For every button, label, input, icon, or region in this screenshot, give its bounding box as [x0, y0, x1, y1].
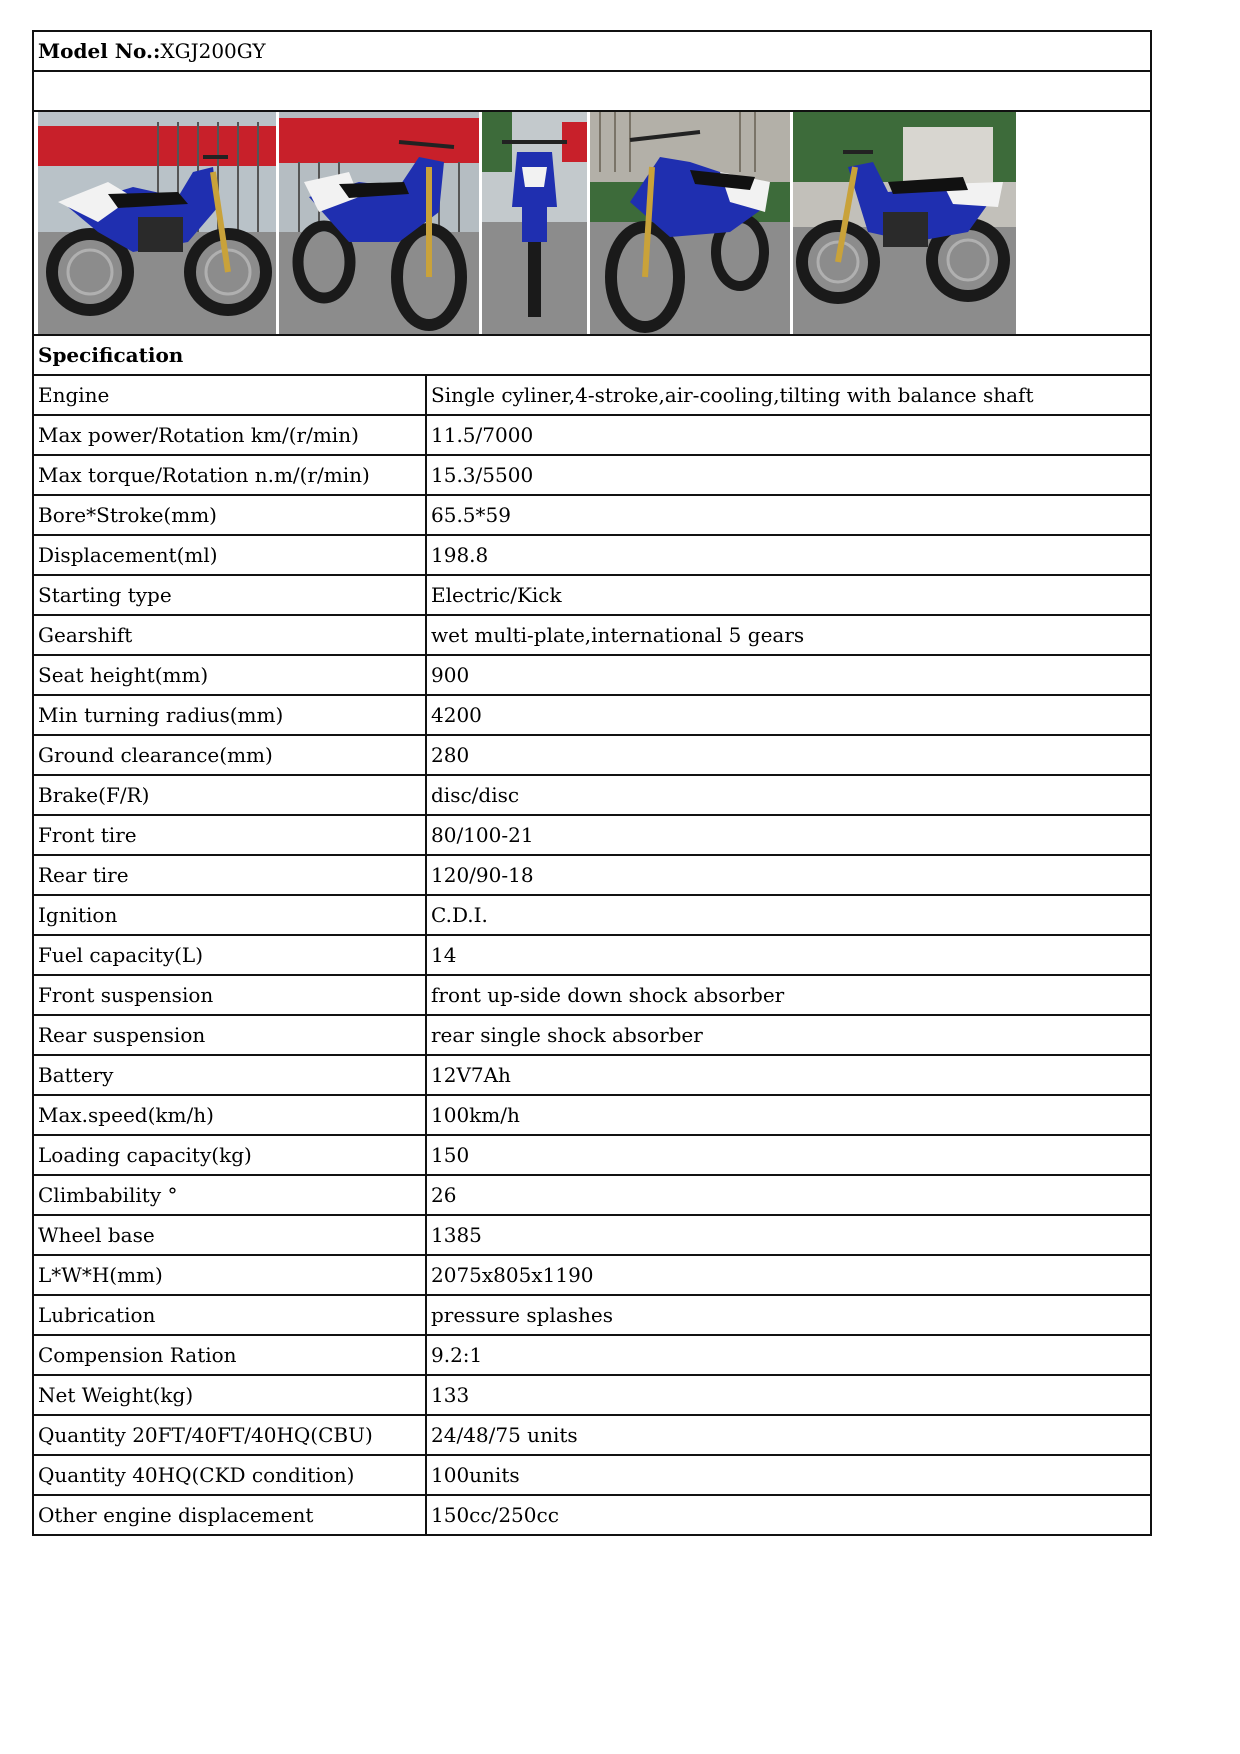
spec-row	[33, 895, 1151, 935]
spec-value: pressure splashes	[426, 1295, 1151, 1335]
motorcycle-photo-front-right	[590, 112, 790, 334]
spec-value: 120/90-18	[426, 855, 1151, 895]
spec-label: Max power/Rotation km/(r/min)	[33, 415, 426, 455]
spec-label: Bore*Stroke(mm)	[33, 495, 426, 535]
motorcycle-photo-right-side	[793, 112, 1016, 334]
spec-label: Seat height(mm)	[33, 655, 426, 695]
motorcycle-side-left-icon	[38, 112, 276, 334]
spec-value: 100units	[426, 1455, 1151, 1495]
spec-label: Ignition	[33, 895, 426, 935]
spec-value: 24/48/75 units	[426, 1415, 1151, 1455]
spec-row	[33, 695, 1151, 735]
spec-value: Electric/Kick	[426, 575, 1151, 615]
spec-label: Wheel base	[33, 1215, 426, 1255]
spec-value: rear single shock absorber	[426, 1015, 1151, 1055]
spec-value: 150cc/250cc	[426, 1495, 1151, 1535]
spec-label: Battery	[33, 1055, 426, 1095]
spec-label: Brake(F/R)	[33, 775, 426, 815]
motorcycle-side-right-icon	[793, 112, 1016, 334]
photo-cell	[33, 111, 1151, 335]
spec-label: Other engine displacement	[33, 1495, 426, 1535]
spec-row	[33, 1255, 1151, 1295]
spec-value: 26	[426, 1175, 1151, 1215]
spec-row	[33, 1335, 1151, 1375]
spec-value: disc/disc	[426, 775, 1151, 815]
spec-value: wet multi-plate,international 5 gears	[426, 615, 1151, 655]
blank-row	[33, 71, 1151, 111]
spec-value: 14	[426, 935, 1151, 975]
spec-value: 900	[426, 655, 1151, 695]
spec-label: Engine	[33, 375, 426, 415]
spec-value: 100km/h	[426, 1095, 1151, 1135]
spec-row	[33, 415, 1151, 455]
spec-value: 15.3/5500	[426, 455, 1151, 495]
motorcycle-photo-front	[482, 112, 587, 334]
spec-label: Gearshift	[33, 615, 426, 655]
spec-row	[33, 1095, 1151, 1135]
spec-label: Rear tire	[33, 855, 426, 895]
spec-row	[33, 935, 1151, 975]
spec-row	[33, 615, 1151, 655]
spec-label: Loading capacity(kg)	[33, 1135, 426, 1175]
spec-value: C.D.I.	[426, 895, 1151, 935]
spec-value: Single cyliner,4-stroke,air-cooling,tilting with balance shaft	[426, 375, 1151, 415]
spec-value: 1385	[426, 1215, 1151, 1255]
spec-label: Net Weight(kg)	[33, 1375, 426, 1415]
spec-label: Lubrication	[33, 1295, 426, 1335]
spec-row	[33, 655, 1151, 695]
spec-label: Quantity 20FT/40FT/40HQ(CBU)	[33, 1415, 426, 1455]
spec-value: front up-side down shock absorber	[426, 975, 1151, 1015]
spec-row	[33, 815, 1151, 855]
spec-row	[33, 1135, 1151, 1175]
motorcycle-photo-front-left	[279, 112, 479, 334]
spec-label: L*W*H(mm)	[33, 1255, 426, 1295]
spec-row	[33, 1375, 1151, 1415]
photo-row	[33, 111, 1151, 335]
spec-label: Min turning radius(mm)	[33, 695, 426, 735]
model-value: XGJ200GY	[160, 39, 266, 63]
spec-row	[33, 535, 1151, 575]
spec-sheet	[32, 30, 1150, 1536]
spec-row	[33, 455, 1151, 495]
spec-row	[33, 375, 1151, 415]
spec-label: Front suspension	[33, 975, 426, 1015]
spec-label: Front tire	[33, 815, 426, 855]
spec-row	[33, 1495, 1151, 1535]
spec-label: Starting type	[33, 575, 426, 615]
spec-label: Quantity 40HQ(CKD condition)	[33, 1455, 426, 1495]
spec-value: 2075x805x1190	[426, 1255, 1151, 1295]
spec-value: 133	[426, 1375, 1151, 1415]
model-label: Model No.:	[38, 39, 161, 63]
spec-label: Displacement(ml)	[33, 535, 426, 575]
spec-value: 11.5/7000	[426, 415, 1151, 455]
spec-label: Ground clearance(mm)	[33, 735, 426, 775]
spec-row	[33, 975, 1151, 1015]
motorcycle-front-icon	[482, 112, 587, 334]
spec-row	[33, 1055, 1151, 1095]
motorcycle-angle-icon	[590, 112, 790, 334]
spec-label: Max.speed(km/h)	[33, 1095, 426, 1135]
spec-value: 280	[426, 735, 1151, 775]
spec-value: 80/100-21	[426, 815, 1151, 855]
spec-label: Rear suspension	[33, 1015, 426, 1055]
spec-row	[33, 775, 1151, 815]
spec-row	[33, 1015, 1151, 1055]
spec-row	[33, 1455, 1151, 1495]
spec-row	[33, 495, 1151, 535]
motorcycle-photo-left-side	[38, 112, 276, 334]
photo-strip	[38, 112, 1146, 334]
spec-row	[33, 1295, 1151, 1335]
spec-label: Climbability °	[33, 1175, 426, 1215]
spec-value: 9.2:1	[426, 1335, 1151, 1375]
spec-value: 150	[426, 1135, 1151, 1175]
blank-cell	[33, 71, 1151, 111]
spec-title: Specification	[33, 335, 1151, 375]
spec-value: 65.5*59	[426, 495, 1151, 535]
spec-table	[32, 30, 1152, 1536]
spec-label: Max torque/Rotation n.m/(r/min)	[33, 455, 426, 495]
spec-row	[33, 855, 1151, 895]
spec-label: Compension Ration	[33, 1335, 426, 1375]
spec-row	[33, 1415, 1151, 1455]
spec-label: Fuel capacity(L)	[33, 935, 426, 975]
motorcycle-angle-icon	[279, 112, 479, 334]
spec-row	[33, 575, 1151, 615]
model-cell	[33, 31, 1151, 71]
spec-row	[33, 1175, 1151, 1215]
spec-row	[33, 735, 1151, 775]
model-row	[33, 31, 1151, 71]
spec-value: 4200	[426, 695, 1151, 735]
spec-value: 198.8	[426, 535, 1151, 575]
spec-row	[33, 1215, 1151, 1255]
spec-title-row	[33, 335, 1151, 375]
spec-value: 12V7Ah	[426, 1055, 1151, 1095]
